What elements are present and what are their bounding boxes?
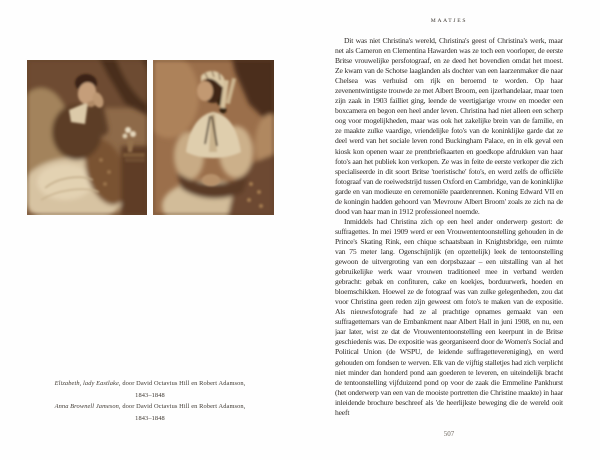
running-head: MAATJES xyxy=(430,18,468,24)
caption-jameson-name: Anna Brownell Jameson, xyxy=(54,403,121,411)
body-paragraph-2: Inmiddels had Christina zich op een heel ander onderwerp gestort: de suffragettes. In mei 1909 werd er een Vrouwententoonstelling gehouden in de Prince's Skating Rink, een chique schaatsbaan in Knightsbridge, een ruimte van 75 meter lang. Ogenschijnlijk (en opzettelijk) leek de tentoonstelling gewoon de uitvergroting van een dorpsbazaar – een uitstalling van al het gebruikelijke werk waar vrouwen traditioneel mee in verband werden gebracht: gebak en confituren, cake en koekjes, borduurwerk, hoeden en bloemschikken. Hoewel ze de fotograaf was van zulke gelegenheden, zou dat voor Christina geen reden zijn geweest om foto's te maken van de expositie. Als nieuwsfotografe had ze al prachtige opnames gemaakt van een suffragettemars van de Embankment naar Albert Hall in juni 1908, en nu, een jaar later, wist ze dat de Vrouwententoonstelling een keerpunt in de Britse geschiedenis was. De expositie was georganiseerd door de Women's Social and Political Union (de WSPU, de leidende suffragettevereniging), en werd gehouden om fondsen te werven. Elk van de vijftig stalletjes had zich verplicht niet minder dan honderd pond aan goederen te leveren, en uiteindelijk bracht de tentoonstelling vijfduizend pond op voor de zaak die Emmeline Pankhurst (het onderwerp van een van de mooiste portretten die Christine maakte) in haar inleidende brochure beschreef als 'de heerlijkste beweging die de wereld ooit heeft xyxy=(335,216,563,417)
caption-jameson-credit: door David Octavius Hill en Robert Adamson, xyxy=(122,403,246,411)
body-text xyxy=(335,36,563,426)
portrait-photo-eastlake-svg xyxy=(27,60,147,215)
caption-eastlake-name: Elizabeth, lady Eastlake, xyxy=(54,380,121,387)
caption-jameson-years: 1843–1848 xyxy=(135,414,165,422)
photo-captions xyxy=(8,378,292,424)
body-paragraph-1: Dit was niet Christina's wereld, Christina's geest of Christina's werk, maar net als Cameron en Clementina Hawarden was ze toch een voorloper, de eerste Britse vrouwelijke persfotograaf, en ze deed het bovendien omdat het moest. Ze kwam van de Schotse laaglanden als dochter van een laarzenmaker die naar Chelsea was verhuisd om rijk en beroemd te worden. Op haar zevenentwintigste trouwde ze met Albert Broom, een ijzerhandelaar, maar toen zijn zaak in 1903 failliet ging, leende de veertigjarige vrouw en moeder een boxcamera en begon een heel ander leven. Christina had niet alleen een scherp oog voor mogelijkheden, maar was ook het zakelijke brein van de familie, en ze maakte zulke vaardige, vriendelijke foto's van de koninklijke garde dat ze deel werd van het sociale leven rond Buckingham Palace, en in elk geval een kiosk kon openen waar ze prentbriefkaarten en goedkope afdrukken van haar foto's aan het publiek kon verkopen. Ze was in feite de eerste verkoper die zich specialiseerde in dit soort Britse 'toeristische' foto's, en werd zelfs de officiële fotograaf van de roeiwedstrijd tussen Oxford en Cambridge, van de koninklijke garde en van modieuze en ceremoniële paardenrennen. Koning Edward VII en de koningin hadden gehoord van 'Mevrouw Albert Broom' zoals ze zich na de dood van haar man in 1912 professioneel noemde. xyxy=(335,36,563,216)
caption-eastlake-credit: door David Octavius Hill en Robert Adamson, xyxy=(122,380,246,387)
caption-jameson-credit-line xyxy=(8,401,292,413)
caption-eastlake-credit-line xyxy=(8,378,292,390)
caption-eastlake xyxy=(8,378,292,401)
caption-eastlake-years: 1843–1848 xyxy=(135,391,165,399)
portrait-photo-jameson-svg xyxy=(153,60,274,215)
portrait-photo-jameson xyxy=(153,60,274,215)
right-page xyxy=(300,0,600,460)
photo-row xyxy=(27,60,274,215)
portrait-photo-eastlake xyxy=(27,60,147,215)
page-number: 507 xyxy=(443,430,455,438)
caption-jameson xyxy=(8,401,292,424)
